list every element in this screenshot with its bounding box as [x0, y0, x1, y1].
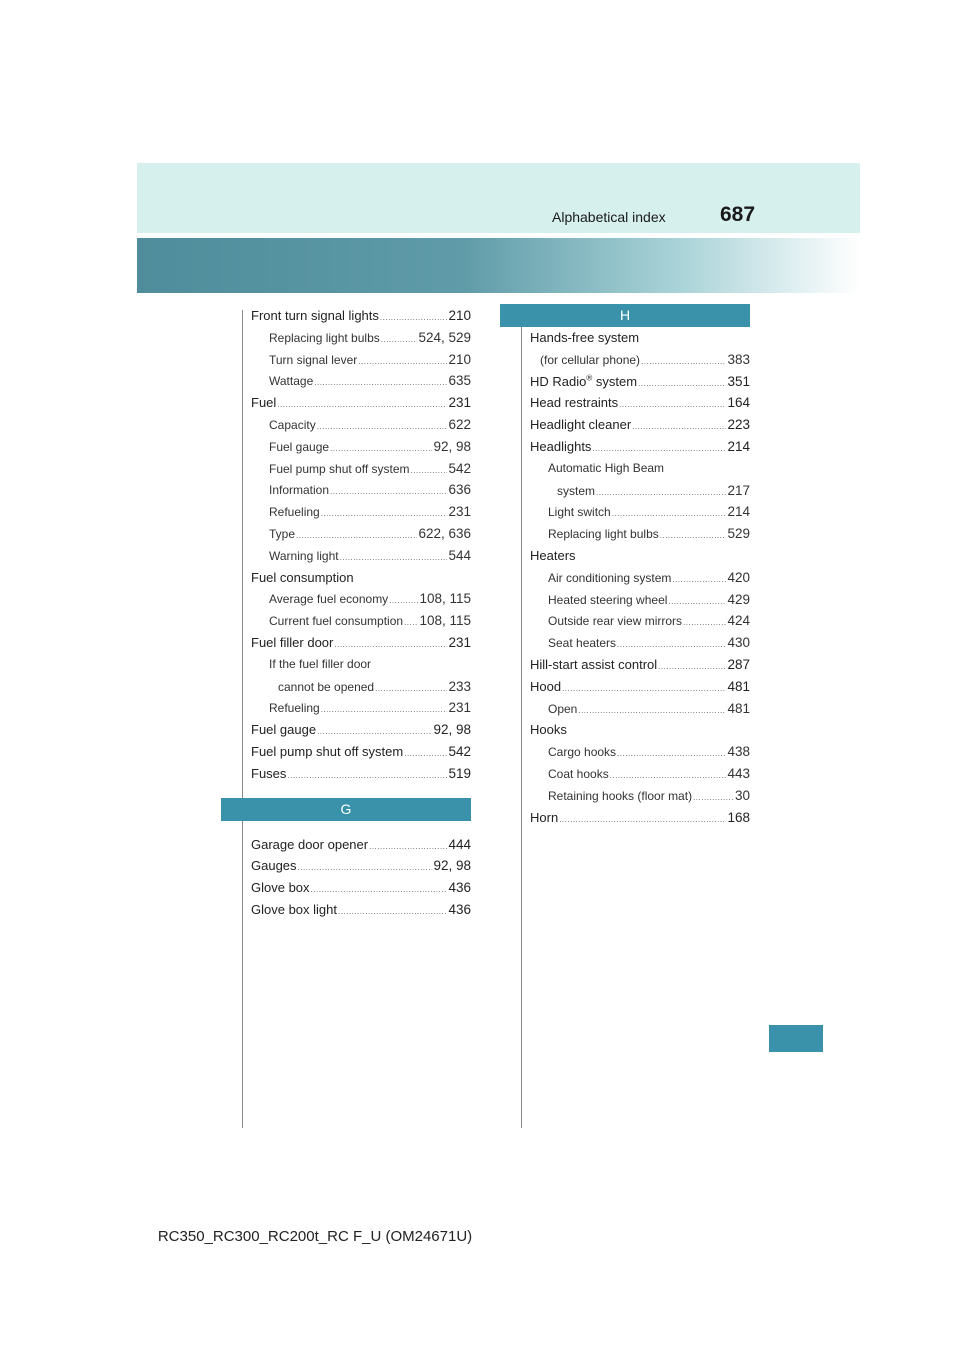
- leader-dots: [612, 503, 727, 525]
- leader-dots: [277, 394, 447, 416]
- index-entry-label: [269, 524, 295, 546]
- leader-dots: [375, 678, 447, 700]
- index-page-ref[interactable]: 92, 98: [433, 438, 471, 454]
- leader-dots: [596, 482, 726, 504]
- index-page-ref[interactable]: 168: [727, 809, 750, 825]
- index-entry: [530, 654, 750, 676]
- index-entry-term: Type: [269, 526, 296, 541]
- index-entry: [530, 501, 750, 523]
- index-entry-label: [269, 480, 329, 502]
- index-entry-label: [548, 568, 671, 590]
- index-entry-term: Capacity: [269, 417, 316, 432]
- index-entry-term: Gauges: [251, 858, 297, 874]
- index-entry-term: Light switch: [548, 505, 611, 520]
- index-entry-label: [530, 392, 618, 414]
- index-entry-term: Fuel gauge: [251, 722, 317, 738]
- index-entry: [251, 834, 471, 856]
- index-entry: [530, 392, 750, 414]
- index-entry-label: [557, 481, 595, 503]
- index-entry: [251, 610, 471, 632]
- index-page-ref[interactable]: 430: [727, 635, 750, 651]
- index-entry-term: Fuel: [251, 395, 277, 411]
- index-entry-label: [251, 305, 379, 327]
- index-entry: [530, 371, 750, 393]
- index-page-ref[interactable]: 108, 115: [419, 613, 471, 629]
- index-page-ref[interactable]: 524, 529: [418, 329, 471, 345]
- index-entry-term: Headlights: [530, 438, 592, 454]
- leader-dots: [317, 721, 432, 743]
- index-entry-label: [530, 545, 576, 567]
- index-entry: [530, 785, 750, 807]
- index-entry-term: Warning light: [269, 548, 339, 563]
- index-entry-term: Hands-free system: [530, 330, 640, 345]
- index-entry-label: [269, 328, 380, 350]
- index-entry-label: [269, 502, 320, 524]
- index-entry: [530, 807, 750, 829]
- index-entry-term: Glove box light: [251, 901, 337, 917]
- page-title: Alphabetical index: [552, 209, 666, 225]
- index-entry-term: system: [557, 483, 596, 498]
- index-entry: [251, 763, 471, 785]
- leader-dots: [610, 765, 727, 787]
- index-entry-term: Turn signal lever: [269, 352, 358, 367]
- leader-dots: [369, 836, 447, 858]
- page-number: 687: [720, 203, 756, 226]
- leader-dots: [287, 765, 447, 787]
- index-page-ref[interactable]: 436: [448, 901, 471, 917]
- index-entry-term: Replacing light bulbs: [548, 527, 659, 542]
- section-header-g: G: [221, 798, 471, 821]
- index-page-ref[interactable]: 544: [448, 547, 471, 563]
- index-page-ref[interactable]: 92, 98: [433, 858, 471, 874]
- index-entry: [251, 855, 471, 877]
- index-entry-label: [251, 877, 310, 899]
- leader-dots: [381, 329, 418, 351]
- index-entry-label: [269, 371, 313, 393]
- index-page-ref[interactable]: 519: [448, 765, 471, 781]
- index-entry-term: Refueling: [269, 701, 320, 716]
- index-entry-term: Wattage: [269, 374, 314, 389]
- index-entry-label: [251, 567, 354, 589]
- index-entry-term: Heated steering wheel: [548, 592, 668, 607]
- index-entry-term: Glove box: [251, 880, 310, 896]
- leader-dots: [314, 372, 447, 394]
- index-entry-label: [269, 437, 329, 459]
- index-page-ref[interactable]: 622: [448, 416, 471, 432]
- index-entry-term: (for cellular phone): [540, 352, 641, 367]
- index-page-ref[interactable]: 223: [727, 417, 750, 433]
- index-entry: [530, 349, 750, 371]
- leader-dots: [562, 678, 726, 700]
- index-entry-label: [530, 436, 591, 458]
- leader-dots: [632, 416, 726, 438]
- leader-dots: [380, 307, 448, 329]
- index-page-ref[interactable]: 217: [727, 482, 750, 498]
- leader-dots: [693, 787, 734, 809]
- index-entry: [530, 414, 750, 436]
- index-entry: [251, 697, 471, 719]
- index-entry-label: [251, 392, 276, 414]
- index-page-ref[interactable]: 429: [727, 591, 750, 607]
- index-entry: [251, 545, 471, 567]
- index-entry-label: [548, 742, 616, 764]
- index-entry: [530, 741, 750, 763]
- index-entry: [251, 632, 471, 654]
- index-entry-term: Fuses: [251, 765, 287, 781]
- leader-dots: [330, 438, 432, 460]
- index-page-ref[interactable]: 210: [448, 351, 471, 367]
- index-entry: [251, 479, 471, 501]
- index-entry-term: Fuel pump shut off system: [269, 461, 410, 476]
- index-entry: [530, 436, 750, 458]
- index-entry: [530, 589, 750, 611]
- index-entry-term: Outside rear view mirrors: [548, 614, 683, 629]
- leader-dots: [298, 857, 433, 879]
- index-entry-label: [530, 371, 637, 393]
- index-entry-label: [269, 546, 339, 568]
- index-entry-term: Cargo hooks: [548, 745, 617, 760]
- index-entry-label: [548, 524, 659, 546]
- index-entry-label: [251, 763, 286, 785]
- index-page-ref[interactable]: 210: [448, 308, 471, 323]
- index-page-ref[interactable]: 481: [727, 700, 750, 716]
- index-entry-label: [540, 350, 640, 372]
- index-entry-term: Open: [548, 701, 578, 716]
- index-entry-label: [530, 719, 567, 741]
- index-page-ref[interactable]: 436: [448, 880, 471, 896]
- index-page-ref[interactable]: 164: [727, 395, 750, 411]
- index-entry-label: [251, 632, 333, 654]
- leader-dots: [338, 901, 447, 923]
- index-entry-label: [548, 786, 692, 808]
- leader-dots: [592, 438, 726, 460]
- index-entry-term: Fuel consumption: [251, 569, 354, 585]
- index-entry-term: cannot be opened: [278, 679, 375, 694]
- leader-dots: [660, 525, 727, 547]
- index-entry-label: [548, 764, 609, 786]
- index-entry-label: [278, 677, 374, 699]
- index-entry: [251, 414, 471, 436]
- index-entry-term: Garage door opener: [251, 836, 369, 852]
- index-page-ref[interactable]: 233: [448, 678, 471, 694]
- index-entry: [530, 567, 750, 589]
- index-entry-term: Fuel pump shut off system: [251, 743, 404, 759]
- index-page-ref[interactable]: 443: [727, 765, 750, 781]
- leader-dots: [672, 569, 726, 591]
- index-entry: [251, 741, 471, 763]
- index-entry-label: [251, 899, 337, 921]
- chapter-tab: [769, 1025, 823, 1052]
- index-entry: [530, 632, 750, 654]
- index-entry-label: [530, 676, 561, 698]
- index-entry: [530, 480, 750, 502]
- index-entry-term: Coat hooks: [548, 766, 609, 781]
- index-entry-suffix: system: [592, 373, 638, 389]
- leader-dots: [404, 743, 447, 765]
- index-entry: [530, 698, 750, 720]
- leader-dots: [617, 634, 726, 656]
- index-entry-term: Fuel filler door: [251, 634, 334, 650]
- index-entry-label: [251, 834, 368, 856]
- index-entry: [530, 763, 750, 785]
- index-entry-term: Average fuel economy: [269, 592, 389, 607]
- index-entry-label: [269, 415, 316, 437]
- index-entry-label: [269, 654, 371, 676]
- index-entry: [251, 654, 471, 676]
- leader-dots: [330, 481, 447, 503]
- left-column-divider: [242, 310, 243, 1128]
- index-page-ref[interactable]: 529: [727, 526, 750, 542]
- index-page-ref[interactable]: 420: [727, 569, 750, 585]
- index-entry: [251, 370, 471, 392]
- index-page-ref[interactable]: 438: [727, 744, 750, 760]
- index-entry-label: [548, 633, 616, 655]
- index-page-ref[interactable]: 30: [734, 787, 750, 803]
- index-page-ref[interactable]: 214: [727, 504, 750, 520]
- index-entry-label: [548, 590, 667, 612]
- index-entry-label: [530, 807, 558, 829]
- index-entry-term: Head restraints: [530, 395, 619, 411]
- index-entry: [251, 436, 471, 458]
- index-entry-label: [269, 589, 388, 611]
- leader-dots: [658, 656, 726, 678]
- index-entry-term: Horn: [530, 809, 559, 825]
- index-page-ref[interactable]: 542: [448, 743, 471, 759]
- leader-dots: [321, 699, 448, 721]
- index-entry-label: [530, 654, 657, 676]
- index-entry-term: Heaters: [530, 547, 576, 563]
- index-page-ref[interactable]: 636: [448, 482, 471, 498]
- index-entry: [530, 523, 750, 545]
- index-page-ref[interactable]: 231: [448, 395, 471, 411]
- index-page-ref[interactable]: 231: [448, 634, 471, 650]
- index-entry-term: HD Radio: [530, 373, 587, 389]
- index-page-ref[interactable]: 635: [448, 373, 471, 389]
- index-entry-term: Refueling: [269, 505, 320, 520]
- index-entry: [251, 392, 471, 414]
- index-page-ref[interactable]: 92, 98: [433, 722, 471, 738]
- index-entry: [251, 877, 471, 899]
- index-entry-term: Headlight cleaner: [530, 417, 632, 433]
- header-gradient-bar: [137, 238, 860, 293]
- index-entry-label: [251, 741, 403, 763]
- index-entry-term: Hooks: [530, 722, 567, 738]
- index-entry: [251, 676, 471, 698]
- index-entry-term: Information: [269, 483, 330, 498]
- index-entry-term: Air conditioning system: [548, 570, 672, 585]
- index-entry: [530, 719, 750, 741]
- index-entry: [530, 327, 750, 349]
- index-entry: [530, 545, 750, 567]
- index-page-ref[interactable]: 351: [727, 373, 750, 389]
- index-page-ref[interactable]: 542: [448, 460, 471, 476]
- index-entry: [251, 567, 471, 589]
- index-entry-term: Hood: [530, 678, 562, 694]
- leader-dots: [641, 351, 726, 373]
- index-entry-term: Hill-start assist control: [530, 656, 658, 672]
- index-page-ref[interactable]: 287: [727, 656, 750, 672]
- leader-dots: [559, 809, 726, 831]
- index-entry: [251, 588, 471, 610]
- index-page-ref[interactable]: 622, 636: [418, 525, 471, 541]
- index-entry: [530, 458, 750, 480]
- index-page-ref[interactable]: 424: [727, 613, 750, 629]
- index-entry-term: Seat heaters: [548, 636, 617, 651]
- index-page-ref[interactable]: 231: [448, 504, 471, 520]
- index-entry-label: [269, 611, 403, 633]
- leader-dots: [340, 547, 448, 569]
- index-entry: [251, 305, 471, 327]
- index-entry-term: Replacing light bulbs: [269, 330, 380, 345]
- index-entry: [530, 676, 750, 698]
- index-entry-label: [530, 414, 631, 436]
- index-page-ref[interactable]: 383: [727, 351, 750, 367]
- leader-dots: [411, 460, 448, 482]
- footer-model-code: RC350_RC300_RC200t_RC F_U (OM24671U): [157, 1228, 473, 1245]
- index-page-ref[interactable]: 108, 115: [419, 591, 471, 607]
- index-entry-label: [548, 458, 664, 480]
- index-entry-term: Current fuel consumption: [269, 614, 404, 629]
- leader-dots: [296, 525, 417, 547]
- right-column-divider: [521, 310, 522, 1128]
- index-entry-label: [251, 719, 316, 741]
- index-entry-label: [269, 350, 357, 372]
- index-entry-label: [548, 502, 611, 524]
- index-entry-term: Front turn signal lights: [251, 308, 379, 323]
- registered-mark: ®: [586, 373, 593, 383]
- index-entry: [251, 501, 471, 523]
- index-entry-term: Fuel gauge: [269, 439, 330, 454]
- index-entry: [530, 610, 750, 632]
- leader-dots: [358, 351, 447, 373]
- index-page-ref[interactable]: 481: [727, 678, 750, 694]
- index-entry: [251, 719, 471, 741]
- index-column-left: [251, 305, 471, 921]
- index-page-ref[interactable]: 444: [448, 836, 471, 852]
- index-entry: [251, 523, 471, 545]
- index-entry-term: If the fuel filler door: [269, 656, 372, 671]
- index-entry: [251, 349, 471, 371]
- index-entry-label: [269, 459, 410, 481]
- index-entry: [251, 899, 471, 921]
- leader-dots: [334, 634, 447, 656]
- index-column-right: [530, 327, 750, 828]
- leader-dots: [389, 590, 418, 612]
- index-page-ref[interactable]: 214: [727, 438, 750, 454]
- index-entry-label: [530, 327, 639, 349]
- leader-dots: [578, 700, 726, 722]
- leader-dots: [321, 503, 448, 525]
- leader-dots: [668, 591, 726, 613]
- leader-dots: [619, 394, 726, 416]
- index-entry: [251, 327, 471, 349]
- index-entry-term: Retaining hooks (floor mat): [548, 788, 693, 803]
- leader-dots: [404, 612, 418, 634]
- index-entry-label: [251, 855, 297, 877]
- leader-dots: [311, 879, 448, 901]
- index-entry-label: [548, 699, 577, 721]
- leader-dots: [638, 373, 726, 395]
- leader-dots: [617, 743, 726, 765]
- leader-dots: [317, 416, 448, 438]
- section-header-h: H: [500, 304, 750, 327]
- leader-dots: [683, 612, 726, 634]
- index-entry: [251, 458, 471, 480]
- index-entry-term: Automatic High Beam: [548, 460, 665, 475]
- index-entry-label: [269, 698, 320, 720]
- index-entry-label: [548, 611, 682, 633]
- index-page-ref[interactable]: 231: [448, 700, 471, 716]
